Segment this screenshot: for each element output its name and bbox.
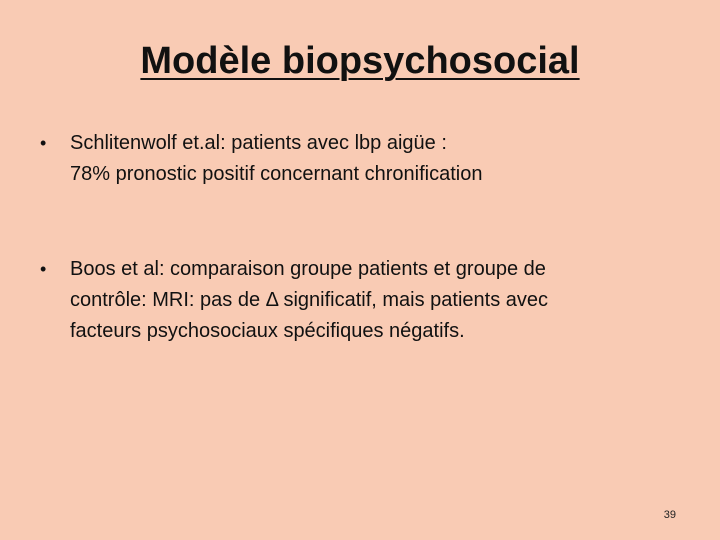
bullet-list (40, 128, 660, 347)
bullet-line: 78% pronostic positif concernant chronification (70, 163, 483, 185)
bullet-marker: • (40, 259, 47, 279)
slide-title-text: Modèle biopsychosocial (140, 40, 580, 82)
bullet-line: facteurs psychosociaux spécifiques négatifs. (70, 320, 465, 342)
bullet-line: Boos et al: comparaison groupe patients et groupe de (70, 258, 546, 280)
bullet-marker: • (40, 133, 47, 153)
bullet-item (40, 254, 660, 347)
page-number: 39 (663, 509, 676, 521)
bullet-line: Schlitenwolf et.al: patients avec lbp aigüe : (70, 132, 447, 154)
bullet-line: contrôle: MRI: pas de Δ significatif, mais patients avec (70, 289, 549, 311)
slide-title (0, 40, 720, 83)
bullet-item (40, 128, 660, 190)
